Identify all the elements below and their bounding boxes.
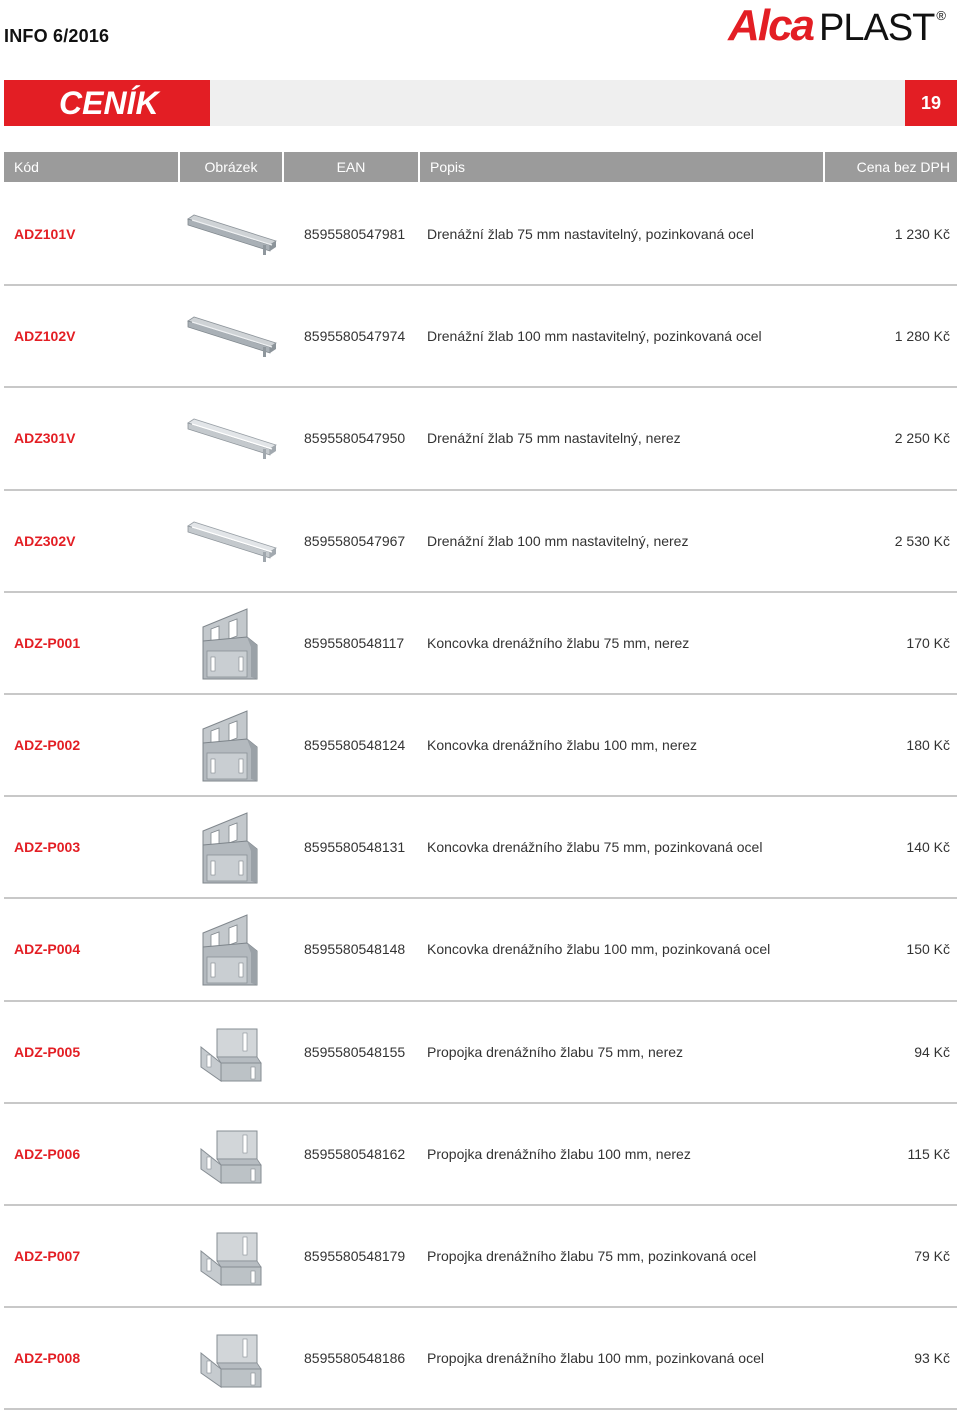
product-code: ADZ301V — [14, 430, 76, 447]
table-row — [4, 1308, 957, 1410]
drain-channel-galvanized-image — [184, 298, 280, 376]
banner-title: CENÍK — [4, 80, 210, 126]
product-code: ADZ102V — [14, 328, 76, 345]
table-row — [4, 593, 957, 695]
connector-image — [184, 1116, 280, 1194]
product-price: 115 Kč — [907, 1145, 950, 1162]
drain-channel-galvanized-image — [184, 196, 280, 274]
end-cap-image — [184, 605, 280, 683]
product-ean: 8595580548155 — [304, 1043, 406, 1060]
product-ean: 8595580547950 — [304, 430, 406, 447]
table-row — [4, 797, 957, 899]
table-row — [4, 1104, 957, 1206]
table-row — [4, 491, 957, 593]
product-price: 2 530 Kč — [894, 532, 950, 549]
column-header-image: Obrázek — [180, 152, 282, 182]
product-price: 170 Kč — [906, 634, 950, 651]
product-description: Propojka drenážního žlabu 75 mm, pozinkovaná ocel — [427, 1247, 757, 1264]
price-list-banner — [4, 80, 957, 126]
connector-image — [184, 1014, 280, 1092]
product-price: 2 250 Kč — [894, 430, 950, 447]
column-header-description: Popis — [420, 152, 823, 182]
product-price: 1 280 Kč — [894, 328, 950, 345]
product-price: 93 Kč — [914, 1350, 950, 1367]
end-cap-image — [184, 707, 280, 785]
product-code: ADZ-P006 — [14, 1145, 81, 1162]
product-price: 140 Kč — [906, 839, 950, 856]
drain-channel-stainless-image — [184, 400, 280, 478]
column-header-price: Cena bez DPH — [825, 152, 957, 182]
product-description: Koncovka drenážního žlabu 100 mm, nerez — [427, 737, 698, 754]
alcaplast-logo — [728, 1, 946, 50]
product-ean: 8595580548162 — [304, 1145, 406, 1162]
table-row — [4, 1206, 957, 1308]
product-code: ADZ-P007 — [14, 1247, 81, 1264]
product-description: Propojka drenážního žlabu 100 mm, pozinkovaná ocel — [427, 1350, 764, 1367]
logo-registered: ® — [936, 8, 946, 23]
table-row — [4, 286, 957, 388]
connector-image — [184, 1320, 280, 1398]
connector-image — [184, 1218, 280, 1296]
product-code: ADZ-P003 — [14, 839, 81, 856]
product-description: Koncovka drenážního žlabu 75 mm, nerez — [427, 634, 690, 651]
end-cap-image — [184, 809, 280, 887]
drain-channel-stainless-image — [184, 503, 280, 581]
product-ean: 8595580548117 — [304, 634, 405, 651]
product-ean: 8595580548131 — [304, 839, 406, 856]
product-code: ADZ-P005 — [14, 1043, 81, 1060]
product-description: Koncovka drenážního žlabu 75 mm, pozinkovaná ocel — [427, 839, 763, 856]
product-description: Drenážní žlab 100 mm nastavitelný, pozinkovaná ocel — [427, 328, 762, 345]
end-cap-image — [184, 911, 280, 989]
logo-suffix: PLAST — [819, 7, 935, 49]
product-price: 150 Kč — [906, 941, 950, 958]
product-code: ADZ302V — [14, 532, 76, 549]
product-ean: 8595580548148 — [304, 941, 406, 958]
issue-label: INFO 6/2016 — [4, 26, 110, 46]
product-description: Propojka drenážního žlabu 100 mm, nerez — [427, 1145, 691, 1162]
product-table — [4, 184, 957, 1410]
table-row — [4, 388, 957, 490]
product-price: 180 Kč — [906, 737, 950, 754]
table-row — [4, 184, 957, 286]
product-ean: 8595580548124 — [304, 737, 406, 754]
product-price: 94 Kč — [914, 1043, 950, 1060]
product-code: ADZ-P004 — [14, 941, 81, 958]
product-description: Propojka drenážního žlabu 75 mm, nerez — [427, 1043, 684, 1060]
product-price: 1 230 Kč — [894, 226, 950, 243]
product-code: ADZ-P002 — [14, 737, 81, 754]
product-code: ADZ-P008 — [14, 1350, 81, 1367]
product-ean: 8595580547967 — [304, 532, 406, 549]
column-header-ean: EAN — [284, 152, 418, 182]
product-description: Drenážní žlab 75 mm nastavitelný, nerez — [427, 430, 681, 447]
column-header-code: Kód — [4, 152, 178, 182]
product-description: Drenážní žlab 75 mm nastavitelný, pozinkovaná ocel — [427, 226, 754, 243]
table-row — [4, 899, 957, 1001]
logo-brand: Alca — [728, 1, 814, 50]
product-ean: 8595580548186 — [304, 1350, 406, 1367]
product-ean: 8595580548179 — [304, 1247, 406, 1264]
product-description: Koncovka drenážního žlabu 100 mm, pozinkovaná ocel — [427, 941, 771, 958]
product-code: ADZ-P001 — [14, 634, 81, 651]
table-row — [4, 695, 957, 797]
table-row — [4, 1002, 957, 1104]
product-description: Drenážní žlab 100 mm nastavitelný, nerez — [427, 532, 689, 549]
page-number: 19 — [905, 80, 957, 126]
table-header — [4, 152, 957, 182]
product-ean: 8595580547974 — [304, 328, 406, 345]
product-ean: 8595580547981 — [304, 226, 406, 243]
product-code: ADZ101V — [14, 226, 76, 243]
product-price: 79 Kč — [914, 1247, 950, 1264]
